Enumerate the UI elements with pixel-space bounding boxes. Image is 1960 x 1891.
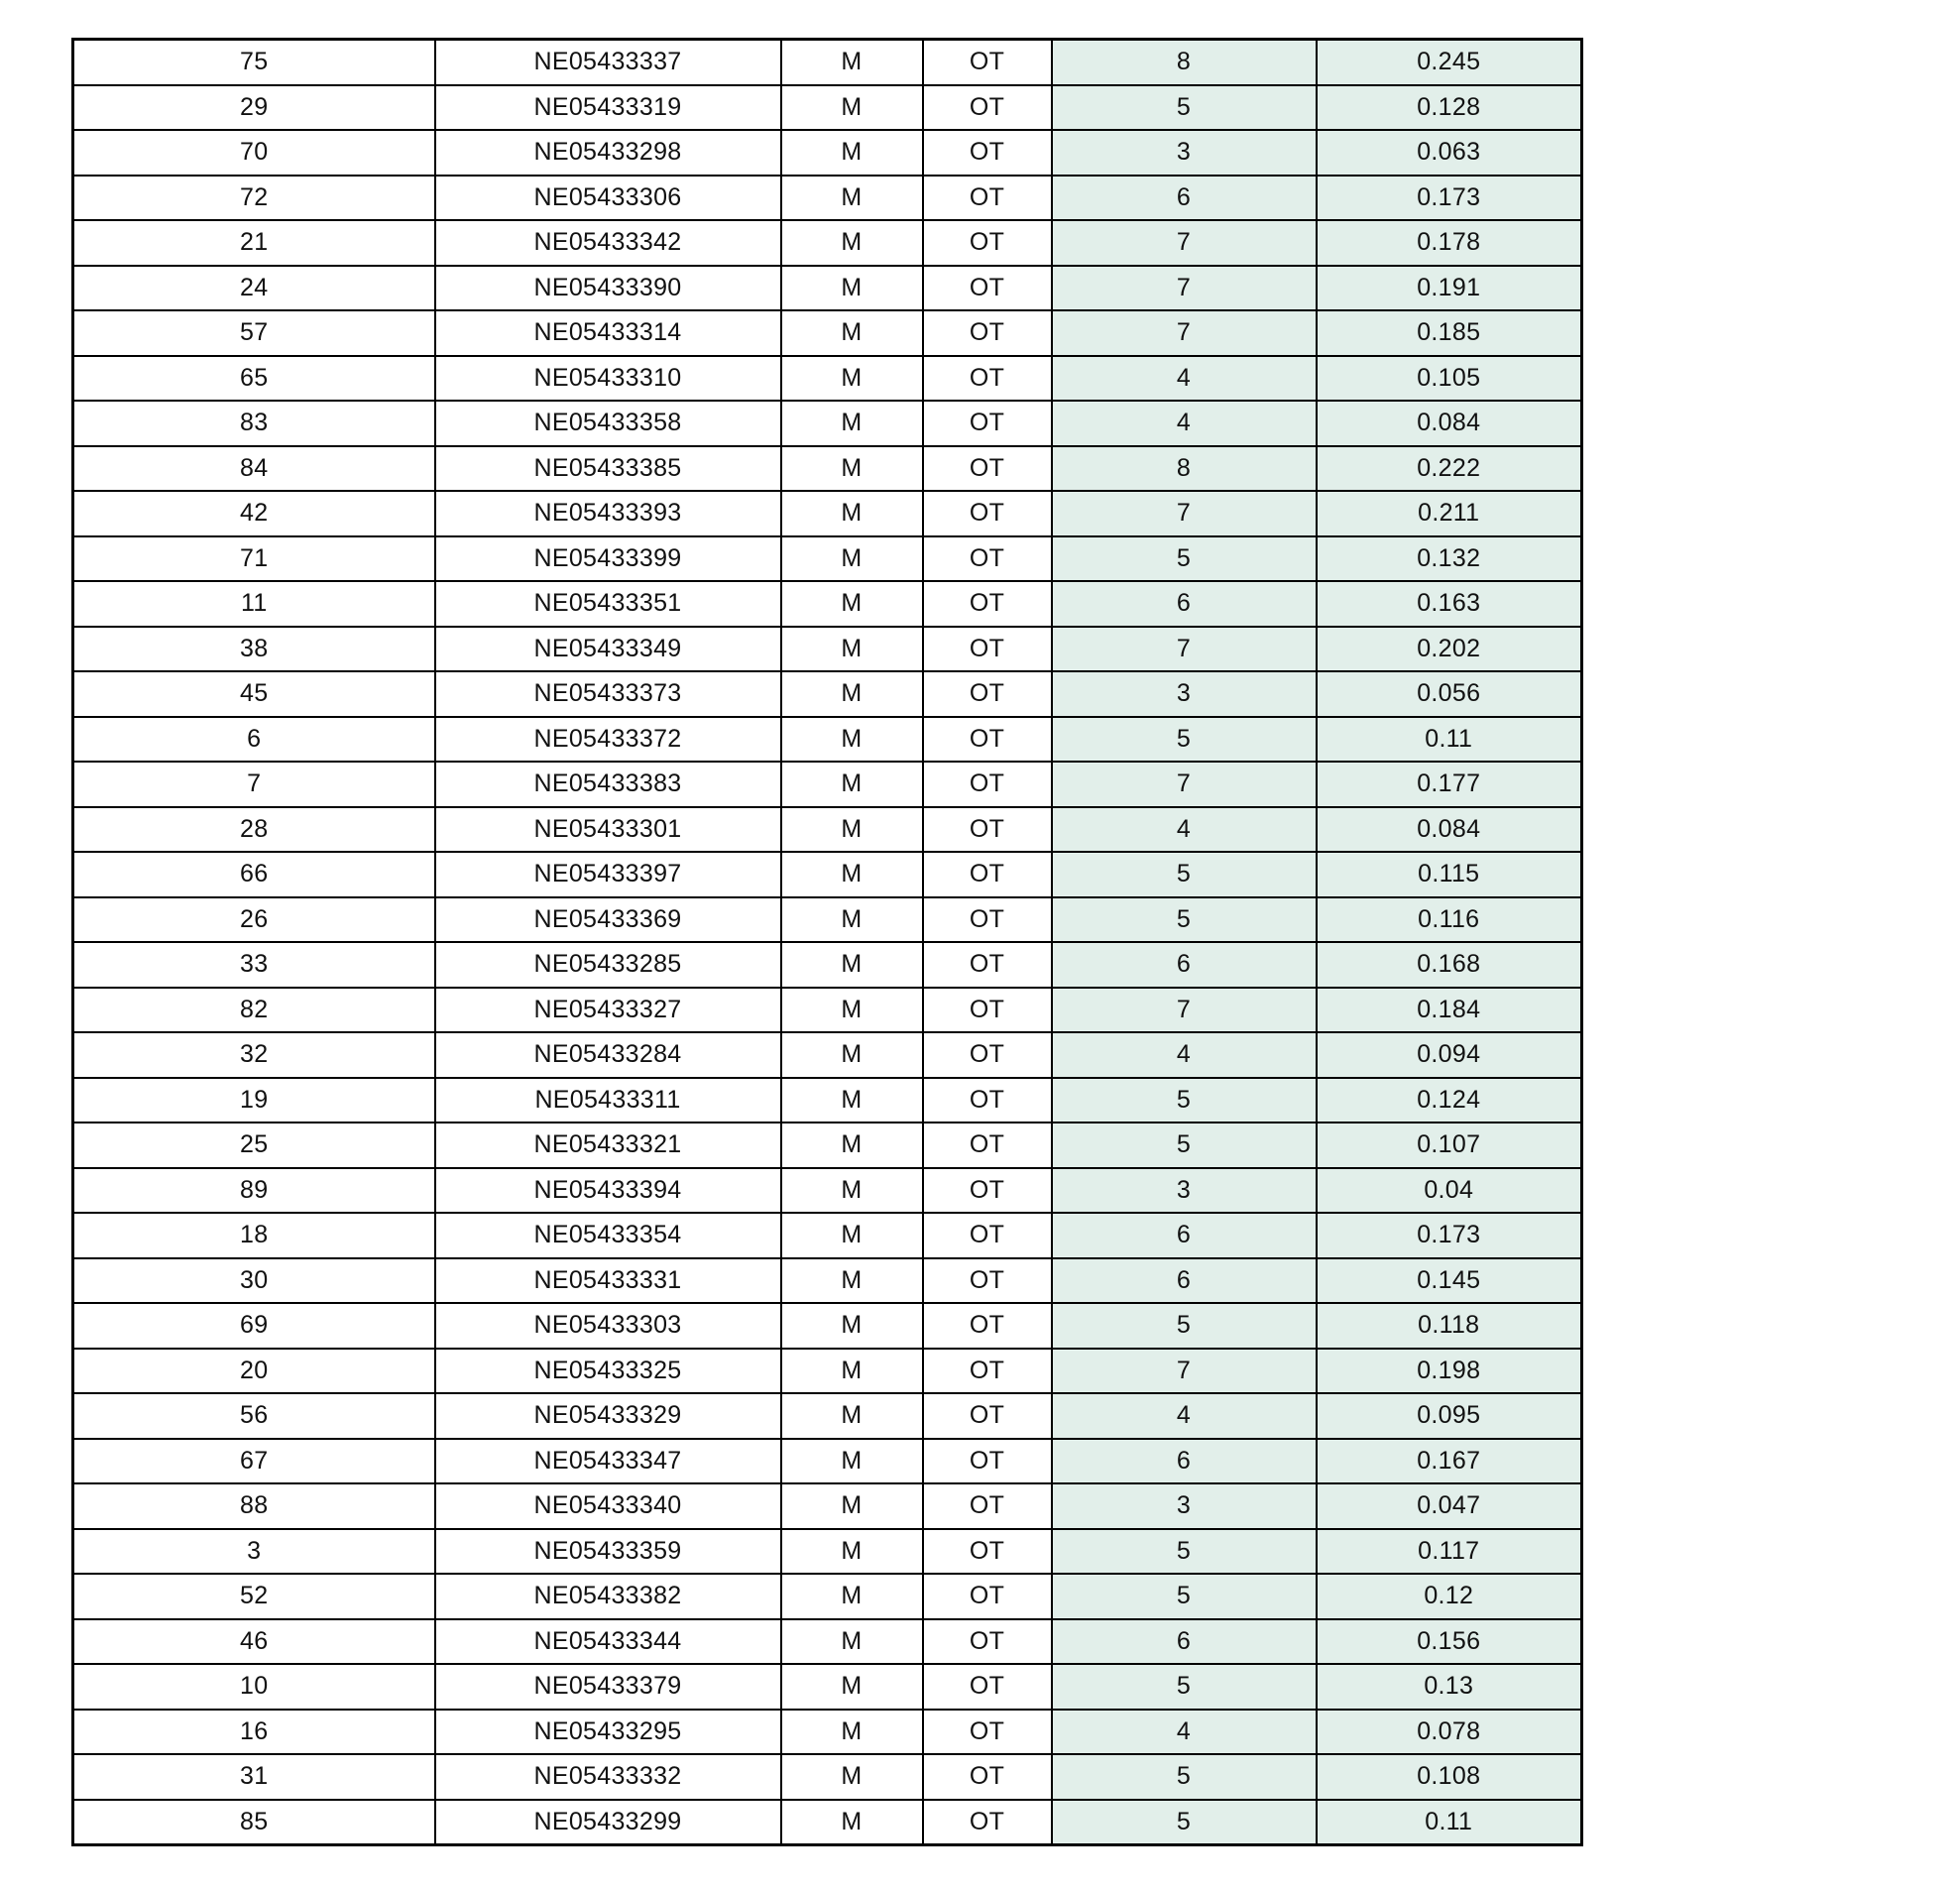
sex-cell: M	[781, 40, 923, 85]
table-row	[73, 1213, 1582, 1258]
table-row	[73, 176, 1582, 221]
group-cell: OT	[923, 1213, 1052, 1258]
row-number-cell: 24	[73, 266, 435, 311]
count-cell: 4	[1052, 1032, 1317, 1078]
value-cell: 0.167	[1317, 1439, 1582, 1484]
row-number-cell: 52	[73, 1574, 435, 1619]
sample-id-cell: NE05433299	[435, 1800, 781, 1845]
count-cell: 6	[1052, 1619, 1317, 1665]
value-cell: 0.04	[1317, 1168, 1582, 1214]
sample-id-cell: NE05433393	[435, 491, 781, 536]
sample-id-cell: NE05433284	[435, 1032, 781, 1078]
value-cell: 0.198	[1317, 1349, 1582, 1394]
table-row	[73, 762, 1582, 807]
sex-cell: M	[781, 581, 923, 627]
table-row	[73, 717, 1582, 763]
sex-cell: M	[781, 988, 923, 1033]
group-cell: OT	[923, 1258, 1052, 1304]
sample-id-cell: NE05433373	[435, 671, 781, 717]
group-cell: OT	[923, 717, 1052, 763]
table-row	[73, 897, 1582, 943]
value-cell: 0.116	[1317, 897, 1582, 943]
table-row	[73, 1664, 1582, 1710]
sex-cell: M	[781, 356, 923, 402]
value-cell: 0.063	[1317, 130, 1582, 176]
count-cell: 5	[1052, 536, 1317, 582]
value-cell: 0.107	[1317, 1123, 1582, 1168]
sex-cell: M	[781, 536, 923, 582]
sample-id-cell: NE05433337	[435, 40, 781, 85]
table-row	[73, 1258, 1582, 1304]
sex-cell: M	[781, 401, 923, 446]
sex-cell: M	[781, 85, 923, 131]
sample-id-cell: NE05433331	[435, 1258, 781, 1304]
row-number-cell: 38	[73, 627, 435, 672]
count-cell: 4	[1052, 807, 1317, 853]
value-cell: 0.132	[1317, 536, 1582, 582]
value-cell: 0.094	[1317, 1032, 1582, 1078]
value-cell: 0.095	[1317, 1393, 1582, 1439]
group-cell: OT	[923, 807, 1052, 853]
count-cell: 7	[1052, 266, 1317, 311]
value-cell: 0.156	[1317, 1619, 1582, 1665]
count-cell: 7	[1052, 220, 1317, 266]
sample-id-cell: NE05433285	[435, 942, 781, 988]
sex-cell: M	[781, 130, 923, 176]
group-cell: OT	[923, 1032, 1052, 1078]
group-cell: OT	[923, 897, 1052, 943]
sample-id-cell: NE05433358	[435, 401, 781, 446]
row-number-cell: 32	[73, 1032, 435, 1078]
group-cell: OT	[923, 40, 1052, 85]
row-number-cell: 69	[73, 1303, 435, 1349]
sample-id-cell: NE05433340	[435, 1483, 781, 1529]
table-row	[73, 446, 1582, 492]
group-cell: OT	[923, 446, 1052, 492]
sample-id-cell: NE05433310	[435, 356, 781, 402]
value-cell: 0.084	[1317, 807, 1582, 853]
sex-cell: M	[781, 446, 923, 492]
count-cell: 5	[1052, 897, 1317, 943]
sample-id-cell: NE05433311	[435, 1078, 781, 1123]
value-cell: 0.173	[1317, 176, 1582, 221]
sex-cell: M	[781, 807, 923, 853]
sex-cell: M	[781, 266, 923, 311]
group-cell: OT	[923, 1619, 1052, 1665]
row-number-cell: 71	[73, 536, 435, 582]
row-number-cell: 31	[73, 1754, 435, 1800]
row-number-cell: 85	[73, 1800, 435, 1845]
sex-cell: M	[781, 1439, 923, 1484]
table-row	[73, 1439, 1582, 1484]
sample-id-cell: NE05433303	[435, 1303, 781, 1349]
count-cell: 5	[1052, 1754, 1317, 1800]
count-cell: 4	[1052, 401, 1317, 446]
value-cell: 0.222	[1317, 446, 1582, 492]
group-cell: OT	[923, 176, 1052, 221]
row-number-cell: 19	[73, 1078, 435, 1123]
group-cell: OT	[923, 1078, 1052, 1123]
sex-cell: M	[781, 1754, 923, 1800]
sex-cell: M	[781, 1529, 923, 1575]
table-row	[73, 266, 1582, 311]
sample-id-cell: NE05433347	[435, 1439, 781, 1484]
value-cell: 0.11	[1317, 1800, 1582, 1845]
count-cell: 5	[1052, 1574, 1317, 1619]
row-number-cell: 66	[73, 852, 435, 897]
sample-id-cell: NE05433383	[435, 762, 781, 807]
count-cell: 6	[1052, 581, 1317, 627]
count-cell: 5	[1052, 717, 1317, 763]
group-cell: OT	[923, 1664, 1052, 1710]
table-row	[73, 310, 1582, 356]
sex-cell: M	[781, 671, 923, 717]
sample-id-cell: NE05433329	[435, 1393, 781, 1439]
group-cell: OT	[923, 1574, 1052, 1619]
table-row	[73, 220, 1582, 266]
count-cell: 7	[1052, 627, 1317, 672]
sample-id-cell: NE05433390	[435, 266, 781, 311]
count-cell: 4	[1052, 356, 1317, 402]
row-number-cell: 88	[73, 1483, 435, 1529]
table-row	[73, 1032, 1582, 1078]
table-row	[73, 581, 1582, 627]
row-number-cell: 67	[73, 1439, 435, 1484]
sex-cell: M	[781, 176, 923, 221]
count-cell: 5	[1052, 1303, 1317, 1349]
group-cell: OT	[923, 852, 1052, 897]
row-number-cell: 45	[73, 671, 435, 717]
row-number-cell: 72	[73, 176, 435, 221]
group-cell: OT	[923, 401, 1052, 446]
value-cell: 0.078	[1317, 1710, 1582, 1755]
sample-id-cell: NE05433354	[435, 1213, 781, 1258]
count-cell: 3	[1052, 1483, 1317, 1529]
sample-id-cell: NE05433306	[435, 176, 781, 221]
value-cell: 0.163	[1317, 581, 1582, 627]
count-cell: 7	[1052, 491, 1317, 536]
sex-cell: M	[781, 717, 923, 763]
sex-cell: M	[781, 1619, 923, 1665]
table-body	[73, 40, 1582, 1845]
count-cell: 4	[1052, 1393, 1317, 1439]
table-row	[73, 852, 1582, 897]
sex-cell: M	[781, 627, 923, 672]
group-cell: OT	[923, 627, 1052, 672]
sex-cell: M	[781, 1168, 923, 1214]
group-cell: OT	[923, 536, 1052, 582]
count-cell: 8	[1052, 446, 1317, 492]
count-cell: 5	[1052, 1123, 1317, 1168]
value-cell: 0.185	[1317, 310, 1582, 356]
table-row	[73, 1619, 1582, 1665]
sample-id-cell: NE05433332	[435, 1754, 781, 1800]
sample-id-cell: NE05433382	[435, 1574, 781, 1619]
count-cell: 3	[1052, 1168, 1317, 1214]
table-row	[73, 1574, 1582, 1619]
value-cell: 0.211	[1317, 491, 1582, 536]
sex-cell: M	[781, 1258, 923, 1304]
value-cell: 0.202	[1317, 627, 1582, 672]
sex-cell: M	[781, 1393, 923, 1439]
value-cell: 0.177	[1317, 762, 1582, 807]
sample-id-cell: NE05433301	[435, 807, 781, 853]
spreadsheet-page	[71, 38, 1583, 1846]
sample-id-cell: NE05433397	[435, 852, 781, 897]
row-number-cell: 18	[73, 1213, 435, 1258]
count-cell: 5	[1052, 1800, 1317, 1845]
value-cell: 0.13	[1317, 1664, 1582, 1710]
row-number-cell: 56	[73, 1393, 435, 1439]
row-number-cell: 89	[73, 1168, 435, 1214]
row-number-cell: 65	[73, 356, 435, 402]
sample-id-cell: NE05433351	[435, 581, 781, 627]
count-cell: 4	[1052, 1710, 1317, 1755]
count-cell: 3	[1052, 671, 1317, 717]
table-row	[73, 40, 1582, 85]
value-cell: 0.084	[1317, 401, 1582, 446]
group-cell: OT	[923, 671, 1052, 717]
sample-id-cell: NE05433349	[435, 627, 781, 672]
group-cell: OT	[923, 1754, 1052, 1800]
sex-cell: M	[781, 852, 923, 897]
table-row	[73, 1168, 1582, 1214]
group-cell: OT	[923, 1168, 1052, 1214]
row-number-cell: 16	[73, 1710, 435, 1755]
row-number-cell: 28	[73, 807, 435, 853]
row-number-cell: 83	[73, 401, 435, 446]
sex-cell: M	[781, 1710, 923, 1755]
value-cell: 0.108	[1317, 1754, 1582, 1800]
row-number-cell: 26	[73, 897, 435, 943]
value-cell: 0.173	[1317, 1213, 1582, 1258]
row-number-cell: 11	[73, 581, 435, 627]
sex-cell: M	[781, 1800, 923, 1845]
value-cell: 0.117	[1317, 1529, 1582, 1575]
sample-id-cell: NE05433298	[435, 130, 781, 176]
sample-id-cell: NE05433321	[435, 1123, 781, 1168]
table-row	[73, 85, 1582, 131]
count-cell: 8	[1052, 40, 1317, 85]
table-row	[73, 1754, 1582, 1800]
sex-cell: M	[781, 1303, 923, 1349]
row-number-cell: 21	[73, 220, 435, 266]
count-cell: 5	[1052, 1664, 1317, 1710]
value-cell: 0.128	[1317, 85, 1582, 131]
sex-cell: M	[781, 1213, 923, 1258]
table-row	[73, 671, 1582, 717]
table-row	[73, 1800, 1582, 1845]
table-row	[73, 807, 1582, 853]
sample-id-cell: NE05433295	[435, 1710, 781, 1755]
count-cell: 7	[1052, 1349, 1317, 1394]
value-cell: 0.178	[1317, 220, 1582, 266]
value-cell: 0.124	[1317, 1078, 1582, 1123]
group-cell: OT	[923, 942, 1052, 988]
sex-cell: M	[781, 1032, 923, 1078]
group-cell: OT	[923, 491, 1052, 536]
row-number-cell: 57	[73, 310, 435, 356]
data-table	[71, 38, 1583, 1846]
row-number-cell: 75	[73, 40, 435, 85]
sex-cell: M	[781, 220, 923, 266]
table-row	[73, 536, 1582, 582]
table-row	[73, 1483, 1582, 1529]
value-cell: 0.056	[1317, 671, 1582, 717]
count-cell: 6	[1052, 176, 1317, 221]
group-cell: OT	[923, 1439, 1052, 1484]
sex-cell: M	[781, 1483, 923, 1529]
value-cell: 0.168	[1317, 942, 1582, 988]
value-cell: 0.047	[1317, 1483, 1582, 1529]
sex-cell: M	[781, 1123, 923, 1168]
group-cell: OT	[923, 1483, 1052, 1529]
sample-id-cell: NE05433359	[435, 1529, 781, 1575]
count-cell: 3	[1052, 130, 1317, 176]
count-cell: 5	[1052, 1078, 1317, 1123]
sex-cell: M	[781, 310, 923, 356]
sample-id-cell: NE05433394	[435, 1168, 781, 1214]
sample-id-cell: NE05433342	[435, 220, 781, 266]
row-number-cell: 84	[73, 446, 435, 492]
sample-id-cell: NE05433372	[435, 717, 781, 763]
count-cell: 5	[1052, 1529, 1317, 1575]
group-cell: OT	[923, 1349, 1052, 1394]
table-row	[73, 1123, 1582, 1168]
table-row	[73, 627, 1582, 672]
value-cell: 0.184	[1317, 988, 1582, 1033]
row-number-cell: 10	[73, 1664, 435, 1710]
table-row	[73, 401, 1582, 446]
count-cell: 7	[1052, 762, 1317, 807]
row-number-cell: 70	[73, 130, 435, 176]
table-row	[73, 1078, 1582, 1123]
group-cell: OT	[923, 85, 1052, 131]
sex-cell: M	[781, 1574, 923, 1619]
value-cell: 0.245	[1317, 40, 1582, 85]
count-cell: 7	[1052, 310, 1317, 356]
sample-id-cell: NE05433379	[435, 1664, 781, 1710]
table-row	[73, 988, 1582, 1033]
value-cell: 0.12	[1317, 1574, 1582, 1619]
row-number-cell: 25	[73, 1123, 435, 1168]
row-number-cell: 6	[73, 717, 435, 763]
sample-id-cell: NE05433314	[435, 310, 781, 356]
sex-cell: M	[781, 762, 923, 807]
count-cell: 7	[1052, 988, 1317, 1033]
group-cell: OT	[923, 220, 1052, 266]
row-number-cell: 46	[73, 1619, 435, 1665]
group-cell: OT	[923, 356, 1052, 402]
row-number-cell: 30	[73, 1258, 435, 1304]
row-number-cell: 29	[73, 85, 435, 131]
row-number-cell: 7	[73, 762, 435, 807]
group-cell: OT	[923, 581, 1052, 627]
row-number-cell: 82	[73, 988, 435, 1033]
sex-cell: M	[781, 942, 923, 988]
sample-id-cell: NE05433385	[435, 446, 781, 492]
table-row	[73, 130, 1582, 176]
group-cell: OT	[923, 1800, 1052, 1845]
group-cell: OT	[923, 1529, 1052, 1575]
group-cell: OT	[923, 762, 1052, 807]
row-number-cell: 20	[73, 1349, 435, 1394]
group-cell: OT	[923, 266, 1052, 311]
value-cell: 0.191	[1317, 266, 1582, 311]
sex-cell: M	[781, 1078, 923, 1123]
value-cell: 0.105	[1317, 356, 1582, 402]
sample-id-cell: NE05433399	[435, 536, 781, 582]
value-cell: 0.11	[1317, 717, 1582, 763]
value-cell: 0.118	[1317, 1303, 1582, 1349]
row-number-cell: 3	[73, 1529, 435, 1575]
table-row	[73, 1303, 1582, 1349]
sample-id-cell: NE05433344	[435, 1619, 781, 1665]
group-cell: OT	[923, 1710, 1052, 1755]
group-cell: OT	[923, 1393, 1052, 1439]
count-cell: 6	[1052, 1213, 1317, 1258]
sample-id-cell: NE05433369	[435, 897, 781, 943]
table-row	[73, 1710, 1582, 1755]
count-cell: 5	[1052, 852, 1317, 897]
count-cell: 6	[1052, 1258, 1317, 1304]
group-cell: OT	[923, 1123, 1052, 1168]
table-row	[73, 1529, 1582, 1575]
group-cell: OT	[923, 1303, 1052, 1349]
value-cell: 0.115	[1317, 852, 1582, 897]
table-row	[73, 491, 1582, 536]
sample-id-cell: NE05433325	[435, 1349, 781, 1394]
table-row	[73, 942, 1582, 988]
count-cell: 5	[1052, 85, 1317, 131]
sex-cell: M	[781, 491, 923, 536]
table-row	[73, 1349, 1582, 1394]
group-cell: OT	[923, 988, 1052, 1033]
count-cell: 6	[1052, 942, 1317, 988]
table-row	[73, 1393, 1582, 1439]
sex-cell: M	[781, 1349, 923, 1394]
row-number-cell: 42	[73, 491, 435, 536]
table-row	[73, 356, 1582, 402]
sample-id-cell: NE05433327	[435, 988, 781, 1033]
value-cell: 0.145	[1317, 1258, 1582, 1304]
group-cell: OT	[923, 130, 1052, 176]
count-cell: 6	[1052, 1439, 1317, 1484]
group-cell: OT	[923, 310, 1052, 356]
sex-cell: M	[781, 1664, 923, 1710]
row-number-cell: 33	[73, 942, 435, 988]
sample-id-cell: NE05433319	[435, 85, 781, 131]
sex-cell: M	[781, 897, 923, 943]
